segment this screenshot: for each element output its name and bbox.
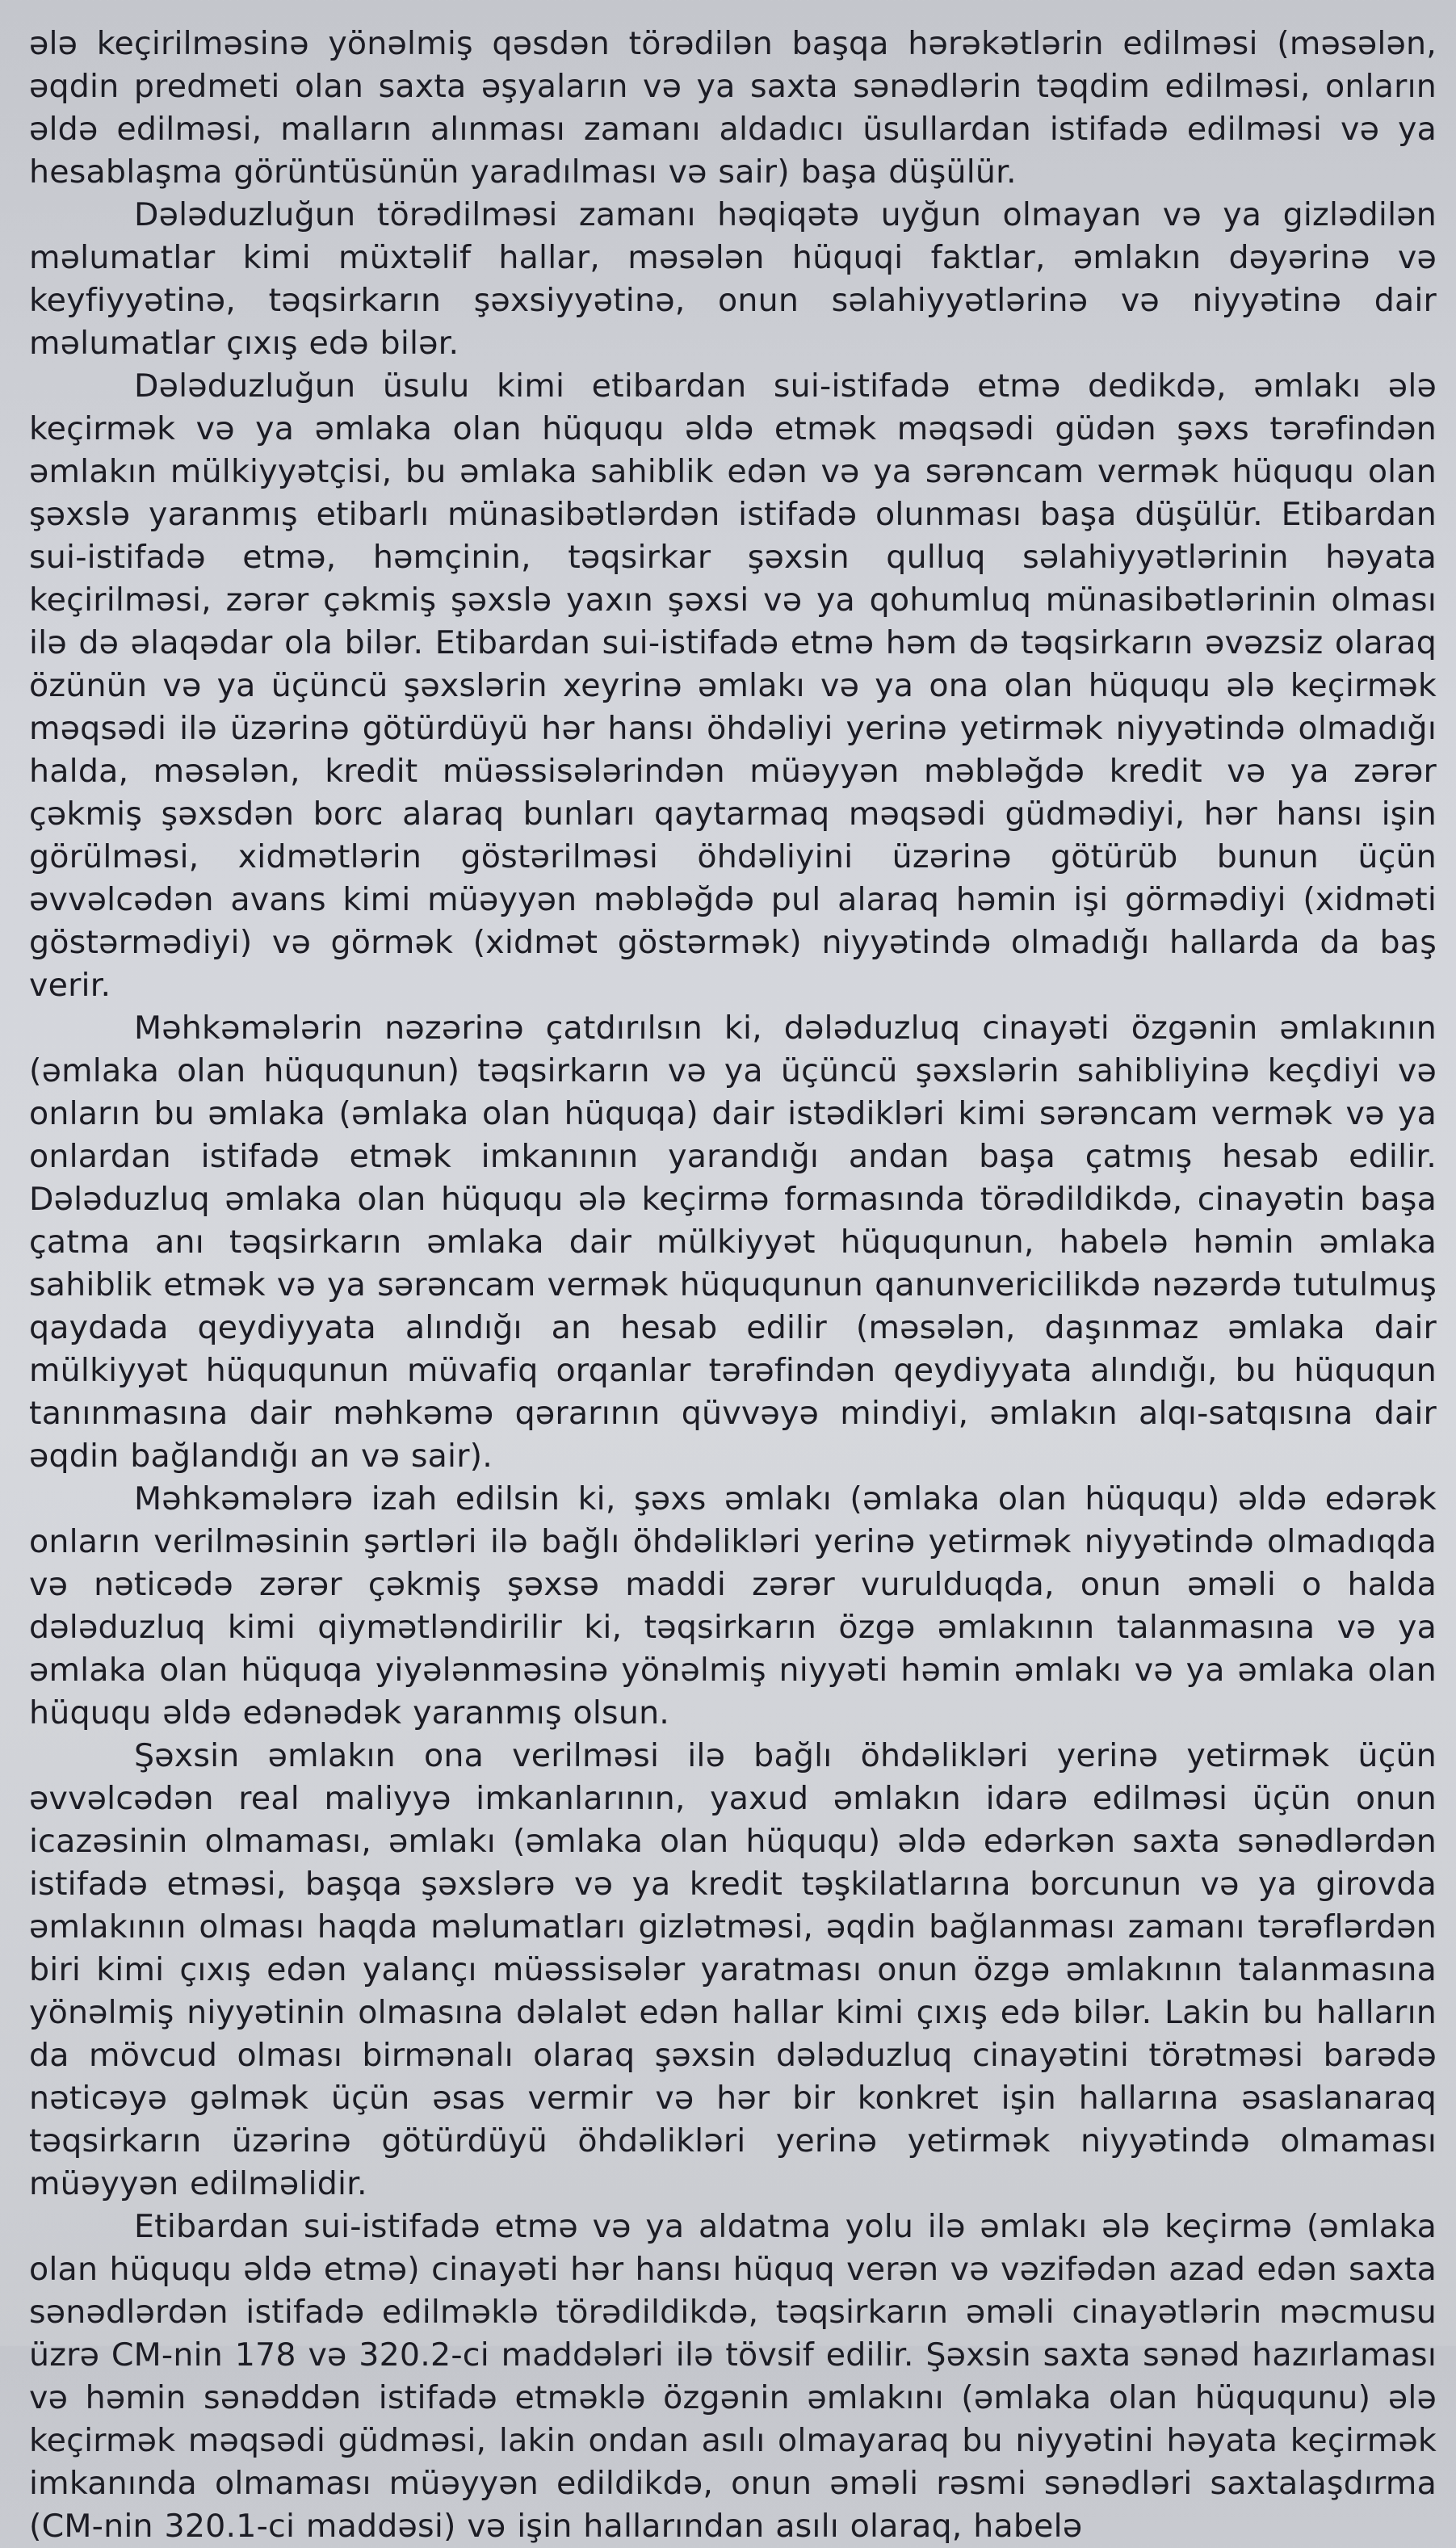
paragraph-2: Dələduzluğun törədilməsi zamanı həqiqətə uyğun olmayan və ya gizlədilən məlumatlar kimi müxtəlif hallar, məsələn hüquqi faktlar, əmlakın dəyərinə və keyfiyyətinə, təqsirkarın şəxsiyyətinə, onun səlahiyyətlərinə və niyyətinə dair məlumatlar çıxış edə bilər. bbox=[29, 196, 1437, 362]
paragraph-5: Məhkəmələrə izah edilsin ki, şəxs əmlakı (əmlaka olan hüququ) əldə edərək onların verilməsinin şərtləri ilə bağlı öhdəlikləri yerinə yetirmək niyyətində olmadıqda və nəticədə zərər çəkmiş şəxsə maddi zərər vurulduqda, onun əməli o halda dələduzluq kimi qiymətləndirilir ki, təqsirkarın özgə əmlakının talanmasına və ya əmlaka olan hüquqa yiyələnməsinə yönəlmiş niyyəti həmin əmlakı və ya əmlaka olan hüququ əldə edənədək yaranmış olsun. bbox=[29, 1480, 1437, 1732]
paragraph-3: Dələduzluğun üsulu kimi etibardan sui-istifadə etmə dedikdə, əmlakı ələ keçirmək və ya əmlaka olan hüququ əldə etmək məqsədi güdən şəxs tərəfindən əmlakın mülkiyyətçisi, bu əmlaka sahiblik edən və ya sərəncam vermək hüququ olan şəxslə yaranmış etibarlı münasibətlərdən istifadə olunması başa düşülür. Etibardan sui-istifadə etmə, həmçinin, təqsirkar şəxsin qulluq səlahiyyətlərinin həyata keçirilməsi, zərər çəkmiş şəxslə yaxın şəxsi və ya qohumluq münasibətlərinin olması ilə də əlaqədar ola bilər. Etibardan sui-istifadə etmə həm də təqsirkarın əvəzsiz olaraq özünün və ya üçüncü şəxslərin xeyrinə əmlakı və ya ona olan hüququ ələ keçirmək məqsədi ilə üzərinə götürdüyü hər hansı öhdəliyi yerinə yetirmək niyyətində olmadığı halda, məsələn, kredit müəssisələrindən müəyyən məbləğdə kredit və ya zərər çəkmiş şəxsdən borc alaraq bunları qaytarmaq məqsədi güdmədiyi, hər hansı işin görülməsi, xidmətlərin göstərilməsi öhdəliyini üzərinə götürüb bunun üçün əvvəlcədən avans kimi müəyyən məbləğdə pul alaraq həmin işi görmədiyi (xidməti göstərmədiyi) və görmək (xidmət göstərmək) niyyətində olmadığı hallarda da baş verir. bbox=[29, 367, 1437, 1004]
paragraph-7: Etibardan sui-istifadə etmə və ya aldatma yolu ilə əmlakı ələ keçirmə (əmlaka olan hüququ əldə etmə) cinayəti hər hansı hüquq verən və vəzifədən azad edən saxta sənədlərdən istifadə edilməklə törədildikdə, təqsirkarın əməli cinayətlərin məcmusu üzrə CM-nin 178 və 320.2-ci maddələri ilə tövsif edilir. Şəxsin saxta sənəd hazırlaması və həmin sənəddən istifadə etməklə özgənin əmlakını (əmlaka olan hüququnu) ələ keçirmək məqsədi güdməsi, lakin ondan asılı olmayaraq bu niyyətini həyata keçirmək imkanında olmaması müəyyən edildikdə, onun əməli rəsmi sənədləri saxtalaşdırma (CM-nin 320.1-ci maddəsi) və işin hallarından asılı olaraq, habelə bbox=[29, 2208, 1437, 2545]
paragraph-6: Şəxsin əmlakın ona verilməsi ilə bağlı öhdəlikləri yerinə yetirmək üçün əvvəlcədən real maliyyə imkanlarının, yaxud əmlakın idarə edilməsi üçün onun icazəsinin olmaması, əmlakı (əmlaka olan hüququ) əldə edərkən saxta sənədlərdən istifadə etməsi, başqa şəxslərə və ya kredit təşkilatlarına borcunun və ya girovda əmlakının olması haqda məlumatları gizlətməsi, əqdin bağlanması zamanı tərəflərdən biri kimi çıxış edən yalançı müəssisələr yaratması onun özgə əmlakının talanmasına yönəlmiş niyyətinin olmasına dəlalət edən hallar kimi çıxış edə bilər. Lakin bu halların da mövcud olması birmənalı olaraq şəxsin dələduzluq cinayətini törətməsi barədə nəticəyə gəlmək üçün əsas vermir və hər bir konkret işin hallarına əsaslanaraq təqsirkarın üzərinə götürdüyü öhdəlikləri yerinə yetirmək niyyətində olmaması müəyyən edilməlidir. bbox=[29, 1737, 1437, 2202]
paragraph-4: Məhkəmələrin nəzərinə çatdırılsın ki, dələduzluq cinayəti özgənin əmlakının (əmlaka olan hüququnun) təqsirkarın və ya üçüncü şəxslərin sahibliyinə keçdiyi və onların bu əmlaka (əmlaka olan hüquqa) dair istədikləri kimi sərəncam vermək və ya onlardan istifadə etmək imkanının yarandığı andan başa çatmış hesab edilir. Dələduzluq əmlaka olan hüququ ələ keçirmə formasında törədildikdə, cinayətin başa çatma anı təqsirkarın əmlaka dair mülkiyyət hüququnun, habelə həmin əmlaka sahiblik etmək və ya sərəncam vermək hüququnun qanunvericilikdə nəzərdə tutulmuş qaydada qeydiyyata alındığı an hesab edilir (məsələn, daşınmaz əmlaka dair mülkiyyət hüququnun müvafiq orqanlar tərəfindən qeydiyyata alındığı, bu hüququn tanınmasına dair məhkəmə qərarının qüvvəyə mindiyi, əmlakın alqı-satqısına dair əqdin bağlandığı an və sair). bbox=[29, 1010, 1437, 1475]
paragraph-1: ələ keçirilməsinə yönəlmiş qəsdən törədilən başqa hərəkətlərin edilməsi (məsələn, əqdin predmeti olan saxta əşyaların və ya saxta sənədlərin təqdim edilməsi, onların əldə edilməsi, malların alınması zamanı aldadıcı üsullardan istifadə edilməsi və ya hesablaşma görüntüsünün yaradılması və sair) başa düşülür. bbox=[29, 25, 1437, 191]
